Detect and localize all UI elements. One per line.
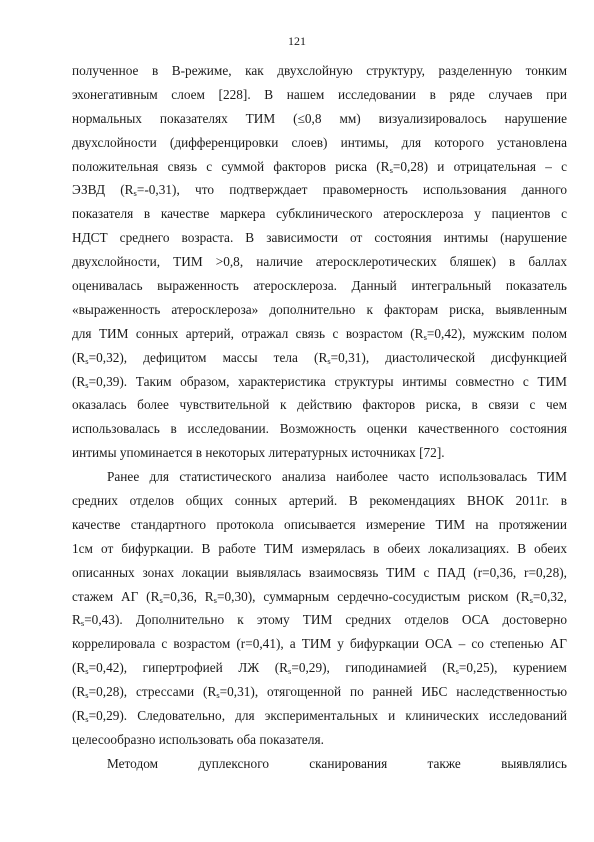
text-run: качестве стандартного протокола описывается измерение ТИМ на протяжении — [72, 516, 567, 532]
text-run: =0,32), дефицитом массы тела (R — [88, 349, 328, 365]
subscript: s — [213, 594, 217, 605]
text-run: показателя в качестве маркера субклинического атеросклероза у пациентов с — [72, 206, 567, 222]
text-run: =0,42), гипертрофией ЛЖ (R — [88, 660, 289, 676]
text-line — [72, 370, 567, 394]
subscript: s — [423, 331, 427, 342]
text-run: «выраженность атеросклероза» дополнительно к факторам риска, выявленным — [72, 301, 567, 317]
text-run: =0,39). Таким образом, характеристика структуры интимы совместно с ТИМ — [88, 373, 567, 389]
subscript: s — [80, 618, 85, 629]
text-run: =-0,31), что подтверждает правомерность использования данного — [136, 182, 568, 198]
text-line — [72, 417, 567, 441]
text-line — [72, 608, 567, 632]
text-run: =0,36, R — [162, 588, 214, 604]
text-line — [72, 107, 567, 131]
text-line — [72, 489, 567, 513]
text-run: =0,29), гиподинамией (R — [291, 660, 456, 676]
subscript: s — [216, 690, 220, 701]
text-run: =0,31), диастолической дисфункцией — [330, 349, 567, 365]
text-line — [72, 728, 567, 752]
text-run: =0,28) и отрицательная – с — [392, 158, 567, 174]
text-line — [72, 131, 567, 155]
text-run: использовалась в исследовании. Возможность оценки качественного состояния — [72, 421, 567, 437]
subscript: s — [288, 666, 292, 677]
text-run: =0,32, — [532, 588, 567, 604]
text-line — [72, 59, 567, 83]
subscript: s — [85, 355, 89, 366]
text-run: =0,28), стрессами (R — [88, 684, 217, 700]
text-run: описанных зонах локации выявлялась взаимосвязь ТИМ с ПАД (r=0,36, r=0,28), — [72, 564, 567, 580]
text-run: интимы упоминается в некоторых литературных источниках [72]. — [72, 445, 445, 461]
text-run: (R — [72, 708, 86, 724]
text-line — [72, 393, 567, 417]
text-line — [72, 202, 567, 226]
text-line — [72, 585, 567, 609]
text-run: стажем АГ (R — [72, 588, 160, 604]
text-line — [72, 680, 567, 704]
text-run: оказалась более чувствительной к действию факторов риска, в связи с чем — [72, 397, 567, 413]
text-run: двухслойности, ТИМ >0,8, наличие атеросклеротических бляшек) в баллах — [72, 254, 567, 270]
subscript: s — [85, 714, 89, 725]
text-run: положительная связь с суммой факторов риска (R — [72, 158, 390, 174]
text-line — [72, 752, 567, 776]
text-run: полученное в B-режиме, как двухслойную структуру, разделенную тонким — [72, 63, 567, 78]
text-run: ЭЗВД (R — [72, 182, 134, 198]
text-run: 1см от бифуркации. В работе ТИМ измерялась в обеих локализациях. В обеих — [72, 540, 567, 556]
text-run: Методом дуплексного сканирования также выявлялись — [107, 755, 567, 771]
text-run: (R — [72, 684, 86, 700]
subscript: s — [85, 690, 89, 701]
text-line — [72, 537, 567, 561]
page-number: 121 — [288, 34, 306, 48]
subscript: s — [85, 666, 89, 677]
text-line — [72, 155, 567, 179]
text-line — [72, 441, 567, 465]
text-run: =0,30), суммарным сердечно-сосудистым риском (R — [216, 588, 530, 604]
text-line — [72, 250, 567, 274]
text-run: =0,43). Дополнительно к этому ТИМ средних отделов ОСА достоверно — [84, 612, 567, 628]
text-run: (R — [72, 660, 86, 676]
text-run: Ранее для статистического анализа наиболее часто использовалась ТИМ — [107, 469, 567, 485]
subscript: s — [529, 594, 533, 605]
subscript: s — [327, 355, 331, 366]
subscript: s — [85, 379, 89, 390]
text-run: эхонегативным слоем [228]. В нашем исследовании в ряде случаев при — [72, 86, 567, 102]
text-line — [72, 704, 567, 728]
text-line — [72, 178, 567, 202]
text-run: =0,31), отягощенной по ранней ИБС наследственностью — [219, 684, 568, 700]
text-line — [72, 632, 567, 656]
paragraph — [72, 465, 567, 752]
text-line — [72, 83, 567, 107]
text-run: нормальных показателях ТИМ (≤0,8 мм) визуализировалось нарушение — [72, 110, 567, 126]
text-run: (R — [72, 373, 86, 389]
text-line — [72, 226, 567, 250]
paragraph — [72, 59, 567, 465]
text-run: для ТИМ сонных артерий, отражал связь с возрастом (R — [72, 325, 424, 341]
subscript: s — [389, 164, 393, 175]
text-run: (R — [72, 349, 86, 365]
text-line — [72, 656, 567, 680]
text-line — [72, 322, 567, 346]
text-line — [72, 513, 567, 537]
body-text — [72, 59, 567, 776]
text-run: =0,42), мужским полом — [426, 325, 567, 341]
text-run: НДСТ среднего возраста. В зависимости от состояния интимы (нарушение — [72, 230, 567, 246]
text-line — [72, 465, 567, 489]
text-run: коррелировала с возрастом (r=0,41), а ТИМ у бифуркации ОСА – со степенью АГ — [72, 636, 567, 652]
text-run: оценивалась выраженность атеросклероза. Данный интегральный показатель — [72, 278, 567, 294]
subscript: s — [159, 594, 163, 605]
text-run: =0,29). Следовательно, для экспериментальных и клинических исследований — [88, 708, 567, 724]
subscript: s — [133, 188, 137, 199]
text-line — [72, 346, 567, 370]
text-line — [72, 561, 567, 585]
text-run: =0,25), курением — [458, 660, 567, 676]
subscript: s — [455, 666, 459, 677]
text-run: целесообразно использовать оба показателя. — [72, 731, 324, 747]
text-line — [72, 274, 567, 298]
text-line — [72, 298, 567, 322]
text-run: R — [72, 612, 81, 628]
text-run: средних отделов общих сонных артерий. В рекомендациях ВНОК 2011г. в — [72, 493, 567, 509]
paragraph — [72, 752, 567, 776]
text-run: двухслойности (дифференцировки слоев) интимы, для которого установлена — [72, 134, 567, 150]
